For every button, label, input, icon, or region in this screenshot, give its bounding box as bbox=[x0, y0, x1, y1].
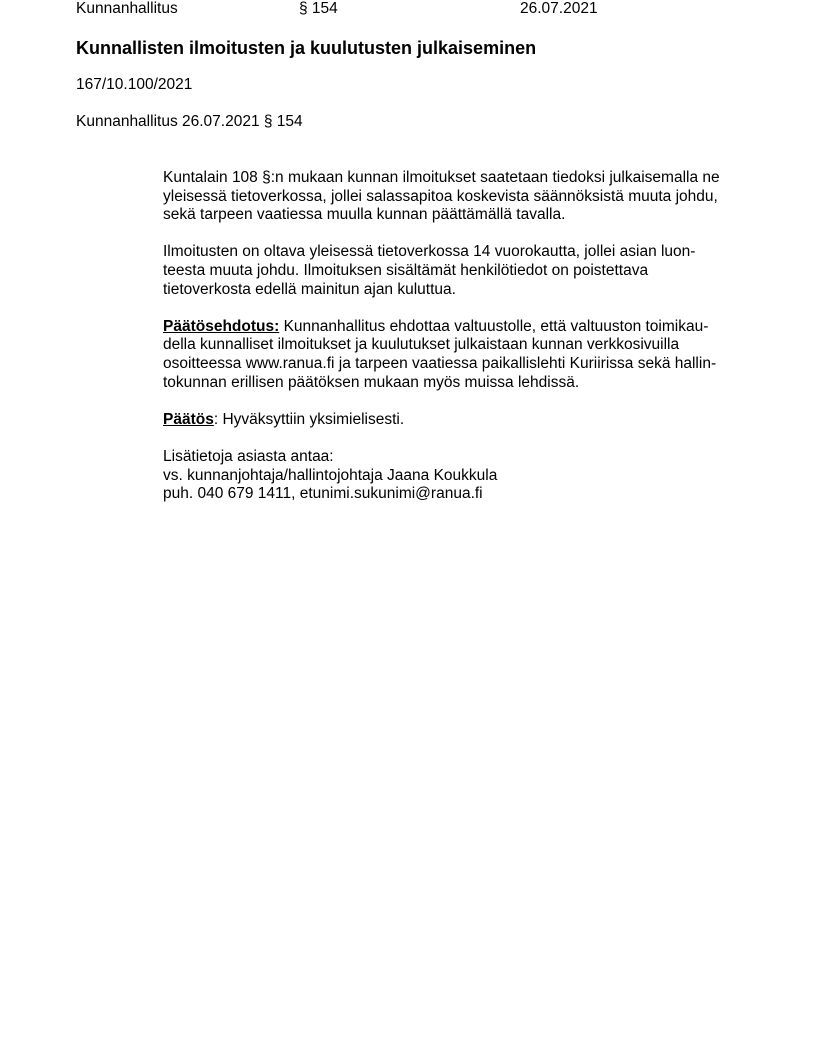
document-title: Kunnallisten ilmoitusten ja kuulutusten julkaiseminen bbox=[76, 38, 537, 58]
text-line: Kuntalain 108 §:n mukaan kunnan ilmoitukset saatetaan tiedoksi julkaisemalla ne bbox=[163, 169, 720, 186]
text-line: osoitteessa www.ranua.fi ja tarpeen vaatiessa paikallislehti Kuriirissa sekä hallin- bbox=[163, 354, 717, 372]
text-line: sekä tarpeen vaatiessa muulla kunnan päättämällä tavalla. bbox=[163, 206, 566, 224]
decision-label: Päätös bbox=[163, 410, 214, 428]
header-board-name: Kunnanhallitus bbox=[76, 0, 178, 17]
text-line bbox=[163, 318, 763, 337]
contact-line: puh. 040 679 1411, etunimi.sukunimi@ranua.fi bbox=[163, 485, 483, 503]
diary-number: 167/10.100/2021 bbox=[76, 76, 193, 93]
contact-line: Lisätietoja asiasta antaa: bbox=[163, 447, 334, 465]
text-line: tietoverkosta edellä mainitun ajan kuluttua. bbox=[163, 280, 456, 298]
document-body bbox=[163, 169, 763, 522]
contact-line: vs. kunnanjohtaja/hallintojohtaja Jaana Koukkula bbox=[163, 466, 498, 484]
header-date: 26.07.2021 bbox=[520, 0, 598, 17]
paragraph-decision bbox=[163, 411, 763, 430]
meeting-reference: Kunnanhallitus 26.07.2021 § 154 bbox=[76, 113, 303, 130]
decision-text: : Hyväksyttiin yksimielisesti. bbox=[213, 410, 405, 428]
paragraph-proposal bbox=[163, 318, 763, 392]
text-line: tokunnan erillisen päätöksen mukaan myös muissa lehdissä. bbox=[163, 373, 580, 391]
text-line: della kunnalliset ilmoitukset ja kuulutukset julkaistaan kunnan verkkosivuilla bbox=[163, 336, 680, 354]
header-section-number: § 154 bbox=[299, 0, 338, 17]
proposal-label: Päätösehdotus: bbox=[163, 317, 280, 335]
text-line bbox=[163, 411, 763, 430]
text-line: Ilmoitusten on oltava yleisessä tietoverkossa 14 vuorokautta, jollei asian luon- bbox=[163, 243, 696, 261]
document-header bbox=[76, 0, 776, 18]
paragraph-duration bbox=[163, 243, 763, 299]
text-line: teesta muuta johdu. Ilmoituksen sisältämät henkilötiedot on poistettava bbox=[163, 261, 649, 279]
text-line: yleisessä tietoverkossa, jollei salassapitoa koskevista säännöksistä muuta johdu, bbox=[163, 187, 718, 205]
paragraph-legal-basis bbox=[163, 169, 763, 225]
proposal-first-line: Kunnanhallitus ehdottaa valtuustolle, että valtuuston toimikau- bbox=[279, 317, 709, 335]
paragraph-contact bbox=[163, 448, 763, 504]
